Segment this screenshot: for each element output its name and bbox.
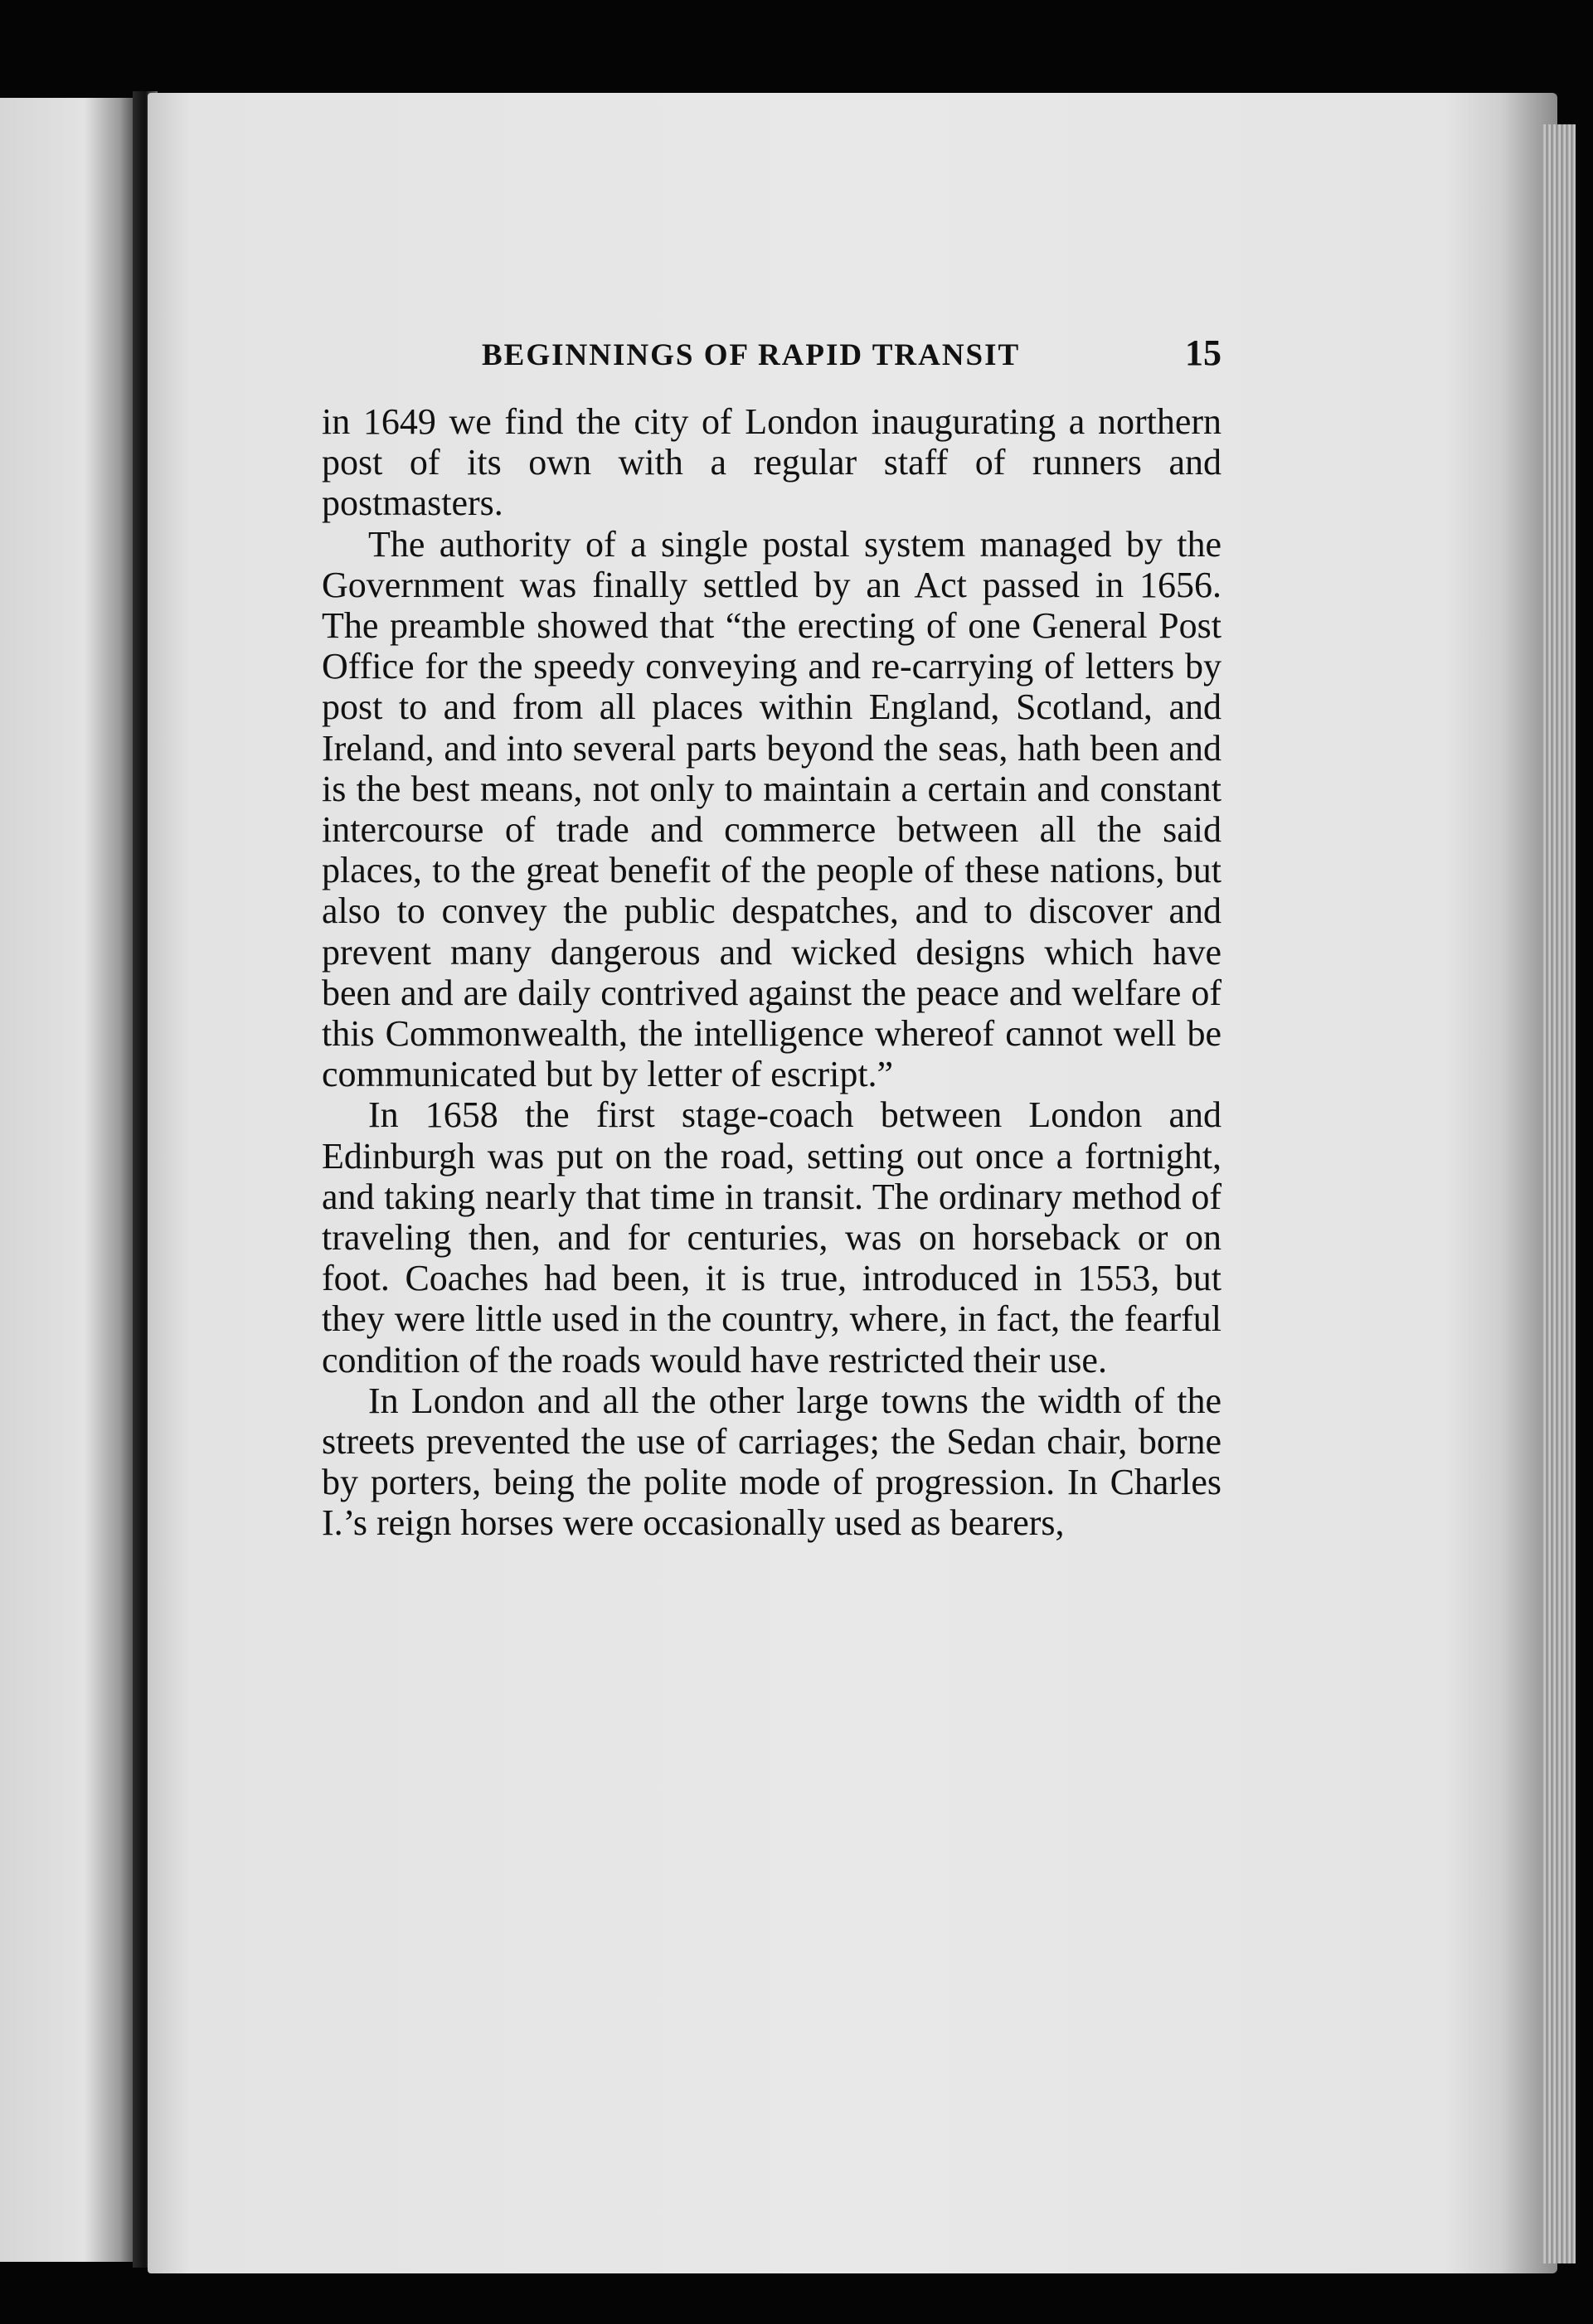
paragraph: In London and all the other large towns the width of the streets prevented the use of carriages; the Sedan chair, borne by porters, being the polite mode of progression. In Charles I.’s reign horses were occasionally used as bearers, [322,1380,1221,1544]
page-content [322,332,1221,1544]
page-stack-edge [1542,124,1576,2263]
body-text [322,401,1221,1544]
previous-page-edge [0,98,141,2262]
paragraph: in 1649 we find the city of London inaugurating a northern post of its own with a regular staff of runners and postmasters. [322,401,1221,524]
paragraph: In 1658 the first stage-coach between London and Edinburgh was put on the road, setting out once a fortnight, and taking nearly that time in transit. The ordinary method of traveling then, and for centuries, was on horseback or on foot. Coaches had been, it is true, introduced in 1553, but they were little used in the country, where, in fact, the fearful condition of the roads would have restricted their use. [322,1094,1221,1380]
running-title: BEGINNINGS OF RAPID TRANSIT [482,338,1021,372]
page-number: 15 [1185,332,1221,373]
paragraph: The authority of a single postal system managed by the Government was finally settled by an Act passed in 1656. The preamble showed that “the erecting of one General Post Office for the speedy conveying and re-carrying of letters by post to and from all places within England, Scotland, and Ireland, and into several parts beyond the seas, hath been and is the best means, not only to maintain a certain and constant intercourse of trade and commerce between all the said places, to the great benefit of the people of these nations, but also to convey the public despatches, and to discover and prevent many dangerous and wicked designs which have been and are daily contrived against the peace and welfare of this Commonwealth, the intelligence whereof cannot well be communicated but by letter of escript.” [322,523,1221,1095]
running-head [482,332,1221,381]
